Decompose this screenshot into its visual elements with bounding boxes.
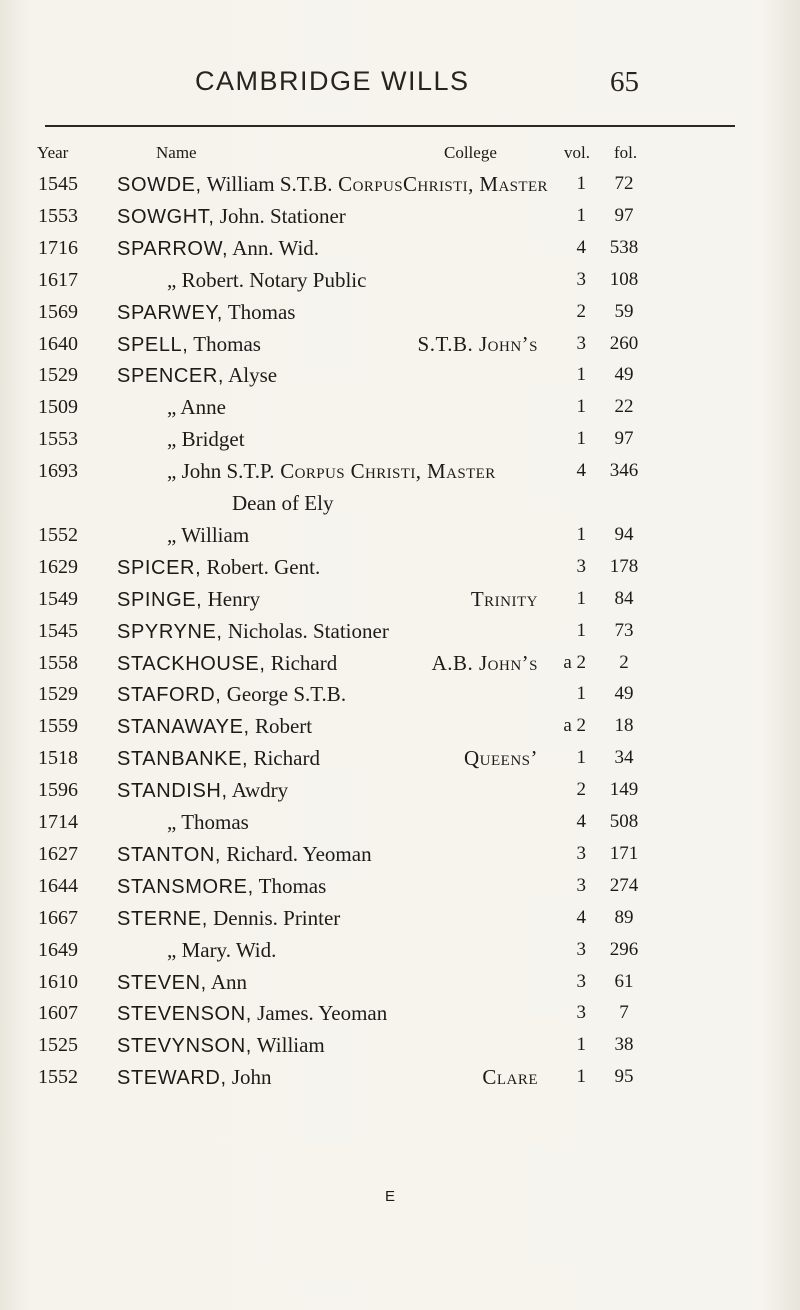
entry-year: 1569 xyxy=(38,300,78,323)
entry-volume: 1 xyxy=(576,1066,586,1088)
entry-name xyxy=(117,1029,325,1062)
entry-name xyxy=(117,328,261,361)
table-row xyxy=(0,551,800,583)
entry-year: 1545 xyxy=(38,173,78,195)
entry-forename: Dean of Ely xyxy=(232,491,334,515)
entry-name xyxy=(117,264,366,296)
entry-name xyxy=(117,200,346,233)
entry-folio: 61 xyxy=(614,970,634,992)
entry-year: 1649 xyxy=(38,938,78,961)
table-row xyxy=(0,742,800,774)
table-row xyxy=(0,232,800,264)
entry-folio: 89 xyxy=(614,906,634,928)
entry-surname: STANAWAYE, xyxy=(117,716,250,739)
entry-name xyxy=(117,519,249,551)
entry-name xyxy=(117,423,245,455)
entry-forename: James. Yeoman xyxy=(251,1001,388,1026)
entry-name xyxy=(117,966,247,999)
entry-name xyxy=(117,997,387,1030)
entry-folio: 22 xyxy=(614,396,634,418)
entry-college: A.B. John’s xyxy=(431,650,538,675)
entry-volume: 3 xyxy=(576,1002,586,1024)
table-row xyxy=(0,934,800,966)
entry-name xyxy=(117,774,288,807)
entry-volume: 4 xyxy=(576,811,586,832)
entry-college: Corpus Christi, Master xyxy=(274,459,496,484)
entry-year: 1693 xyxy=(38,460,78,483)
entry-forename: Ann xyxy=(206,969,248,994)
entry-folio: 59 xyxy=(614,300,634,322)
entry-forename: „ John S.T.P. xyxy=(167,459,275,484)
entry-name xyxy=(117,455,496,487)
entry-college: S.T.B. John’s xyxy=(417,331,538,356)
entry-folio: 97 xyxy=(614,204,634,226)
entry-name xyxy=(117,902,340,935)
entry-folio: 97 xyxy=(614,428,634,450)
entry-volume: 1 xyxy=(576,1034,586,1056)
entry-volume: 3 xyxy=(576,874,586,896)
entry-surname: STANSMORE, xyxy=(117,875,254,898)
entry-year: 1644 xyxy=(38,874,78,897)
table-row xyxy=(0,200,800,232)
table-row xyxy=(0,1061,800,1093)
entry-year: 1552 xyxy=(38,523,78,546)
entry-name xyxy=(117,551,320,584)
entry-year: 1509 xyxy=(38,396,78,419)
entry-name xyxy=(117,615,389,648)
entry-year: 1529 xyxy=(38,364,78,387)
entry-surname: STANDISH, xyxy=(117,780,228,803)
table-row xyxy=(0,838,800,870)
entry-surname: SPARWEY, xyxy=(117,301,223,324)
entry-volume: 4 xyxy=(576,236,586,258)
entry-volume: a 2 xyxy=(563,715,586,737)
table-row xyxy=(0,1029,800,1061)
entry-folio: 49 xyxy=(614,683,634,705)
table-row xyxy=(0,870,800,902)
table-row xyxy=(0,264,800,296)
entry-folio: 49 xyxy=(614,364,634,386)
entry-forename: Dennis. Printer xyxy=(207,905,341,930)
entry-forename: Thomas xyxy=(188,331,261,356)
entry-surname: SPICER, xyxy=(117,556,202,579)
entry-folio: 296 xyxy=(609,938,639,960)
column-header-vol: vol. xyxy=(564,143,590,162)
entry-year: 1529 xyxy=(38,683,78,706)
entry-name xyxy=(117,1061,272,1094)
table-row xyxy=(0,487,800,519)
table-row xyxy=(0,519,800,551)
entry-volume: 1 xyxy=(576,587,586,609)
entry-forename: William xyxy=(251,1033,325,1058)
column-header-college: College xyxy=(444,143,497,162)
entry-forename: Richard xyxy=(265,650,338,675)
entry-college: Clare xyxy=(482,1065,538,1090)
entry-name xyxy=(117,806,249,838)
table-row xyxy=(0,774,800,806)
entry-surname: STACKHOUSE, xyxy=(117,652,266,675)
entry-surname: STANBANKE, xyxy=(117,748,249,771)
entry-volume: 1 xyxy=(576,173,586,194)
entry-volume: 2 xyxy=(576,300,586,322)
entry-name xyxy=(117,710,312,743)
page-number: 65 xyxy=(610,66,639,98)
entry-year: 1553 xyxy=(38,428,78,451)
entry-surname: SPINGE, xyxy=(117,588,203,611)
entry-college: Queens’ xyxy=(464,746,538,771)
entry-surname: SPARROW, xyxy=(117,237,229,260)
table-row xyxy=(0,966,800,998)
entry-volume: 1 xyxy=(576,683,586,705)
entry-surname: STEVEN, xyxy=(117,971,207,994)
entry-forename: Richard xyxy=(248,746,320,771)
entry-name xyxy=(117,934,276,966)
entry-folio: 38 xyxy=(614,1034,634,1056)
page-header xyxy=(0,66,800,106)
entry-forename: Robert xyxy=(249,714,313,739)
entry-year: 1549 xyxy=(38,587,78,610)
entry-volume: 1 xyxy=(576,747,586,769)
table-row xyxy=(0,997,800,1029)
entry-forename: „ Thomas xyxy=(167,810,249,834)
entry-forename: William S.T.B. xyxy=(201,172,333,196)
entry-volume: 3 xyxy=(576,268,586,290)
entry-year: 1558 xyxy=(38,651,78,674)
table-row xyxy=(0,902,800,934)
entry-name xyxy=(117,359,277,392)
running-title: CAMBRIDGE WILLS xyxy=(195,66,470,96)
table-row xyxy=(0,806,800,838)
entry-year: 1667 xyxy=(38,906,78,929)
entry-year: 1610 xyxy=(38,970,78,993)
entry-surname: STEVENSON, xyxy=(117,1003,252,1026)
entry-year: 1716 xyxy=(38,236,78,259)
entry-volume: 3 xyxy=(576,555,586,577)
entry-surname: STEVYNSON, xyxy=(117,1035,252,1058)
entry-folio: 346 xyxy=(609,460,639,482)
entry-name xyxy=(117,168,548,201)
entry-name xyxy=(117,647,337,680)
entry-year: 1552 xyxy=(38,1066,78,1089)
entry-surname: SPENCER, xyxy=(117,365,225,388)
entry-forename: George S.T.B. xyxy=(221,682,347,707)
entry-year: 1607 xyxy=(38,1002,78,1025)
entry-college: CorpusChristi, Master xyxy=(332,172,548,196)
entry-surname: STAFORD, xyxy=(117,684,222,707)
entry-folio: 274 xyxy=(609,874,639,896)
entry-folio: 72 xyxy=(614,173,634,194)
entry-volume: 4 xyxy=(576,460,586,482)
entry-surname: SOWDE, xyxy=(117,174,202,196)
header-rule xyxy=(45,125,735,127)
entry-volume: 3 xyxy=(576,332,586,354)
table-row xyxy=(0,678,800,710)
entry-volume: 1 xyxy=(576,619,586,641)
entry-year: 1617 xyxy=(38,268,78,291)
entry-year: 1640 xyxy=(38,332,78,355)
entry-volume: 3 xyxy=(576,842,586,864)
entry-forename: Awdry xyxy=(227,778,289,803)
table-row xyxy=(0,583,800,615)
entry-name xyxy=(117,678,346,711)
entry-volume: 3 xyxy=(576,970,586,992)
entry-year: 1559 xyxy=(38,715,78,738)
table-row xyxy=(0,455,800,487)
entry-folio: 149 xyxy=(609,779,639,801)
entry-surname: STERNE, xyxy=(117,907,208,930)
table-row xyxy=(0,423,800,455)
table-row xyxy=(0,710,800,742)
entry-forename: Robert. Gent. xyxy=(201,554,321,579)
entry-year: 1714 xyxy=(38,811,78,833)
entry-forename: John xyxy=(226,1065,272,1090)
entry-surname: STANTON, xyxy=(117,843,222,866)
entry-folio: 18 xyxy=(614,715,634,737)
entry-forename: Nicholas. Stationer xyxy=(222,618,389,643)
entry-folio: 178 xyxy=(609,555,639,577)
entry-forename: „ William xyxy=(167,522,250,547)
entry-forename: Thomas xyxy=(222,299,296,324)
entry-name xyxy=(117,870,326,903)
table-row xyxy=(0,296,800,328)
entry-year: 1553 xyxy=(38,204,78,227)
table-row xyxy=(0,391,800,423)
entry-volume: a 2 xyxy=(563,651,586,673)
entry-forename: „ Anne xyxy=(167,395,226,420)
entry-folio: 34 xyxy=(614,747,634,769)
entry-name xyxy=(117,232,319,265)
entry-name xyxy=(117,583,260,616)
signature-mark: E xyxy=(385,1188,396,1205)
column-headers xyxy=(0,143,800,167)
column-header-name: Name xyxy=(156,143,197,162)
entry-volume: 4 xyxy=(576,906,586,928)
entry-forename: Henry xyxy=(202,586,261,611)
entry-year: 1629 xyxy=(38,555,78,578)
table-row xyxy=(0,359,800,391)
entry-year: 1545 xyxy=(38,619,78,642)
entry-forename: Alyse xyxy=(224,363,278,388)
entry-surname: STEWARD, xyxy=(117,1067,227,1090)
entry-folio: 508 xyxy=(609,811,639,832)
entry-volume: 1 xyxy=(576,204,586,226)
entry-folio: 94 xyxy=(614,523,634,545)
entry-forename: „ Bridget xyxy=(167,427,245,452)
entry-name xyxy=(117,742,320,775)
entry-folio: 260 xyxy=(609,332,639,354)
entry-year: 1518 xyxy=(38,747,78,770)
entry-volume: 3 xyxy=(576,938,586,960)
entry-surname: SPYRYNE, xyxy=(117,620,223,643)
entry-volume: 1 xyxy=(576,396,586,418)
entry-forename: John. Stationer xyxy=(214,203,346,228)
entry-name xyxy=(117,391,226,423)
table-row xyxy=(0,328,800,360)
entry-forename: Richard. Yeoman xyxy=(221,841,372,866)
table-row xyxy=(0,615,800,647)
entry-volume: 1 xyxy=(576,428,586,450)
entry-name xyxy=(117,487,333,519)
entry-name xyxy=(117,296,295,329)
entry-year: 1627 xyxy=(38,842,78,865)
entry-volume: 1 xyxy=(576,523,586,545)
entry-folio: 7 xyxy=(619,1002,629,1024)
entry-name xyxy=(117,838,372,871)
entry-forename: „ Mary. Wid. xyxy=(167,937,277,962)
entry-surname: SOWGHT, xyxy=(117,205,215,228)
entry-college: Trinity xyxy=(470,586,538,611)
entry-volume: 2 xyxy=(576,779,586,801)
entry-forename: „ Robert. Notary Public xyxy=(167,267,367,292)
table-row xyxy=(0,647,800,679)
entry-folio: 2 xyxy=(619,651,629,673)
column-header-fol: fol. xyxy=(614,143,638,162)
entry-folio: 73 xyxy=(614,619,634,641)
entry-surname: SPELL, xyxy=(117,333,189,356)
entry-folio: 171 xyxy=(609,842,639,864)
entry-year: 1596 xyxy=(38,779,78,802)
entry-forename: Ann. Wid. xyxy=(228,235,320,260)
entry-forename: Thomas xyxy=(253,873,327,898)
entry-folio: 538 xyxy=(609,236,639,258)
entry-folio: 108 xyxy=(609,268,639,290)
table-row xyxy=(0,168,800,200)
entry-year: 1525 xyxy=(38,1034,78,1057)
entry-volume: 1 xyxy=(576,364,586,386)
entry-folio: 84 xyxy=(614,587,634,609)
entry-folio: 95 xyxy=(614,1066,634,1088)
column-header-year: Year xyxy=(37,143,69,162)
